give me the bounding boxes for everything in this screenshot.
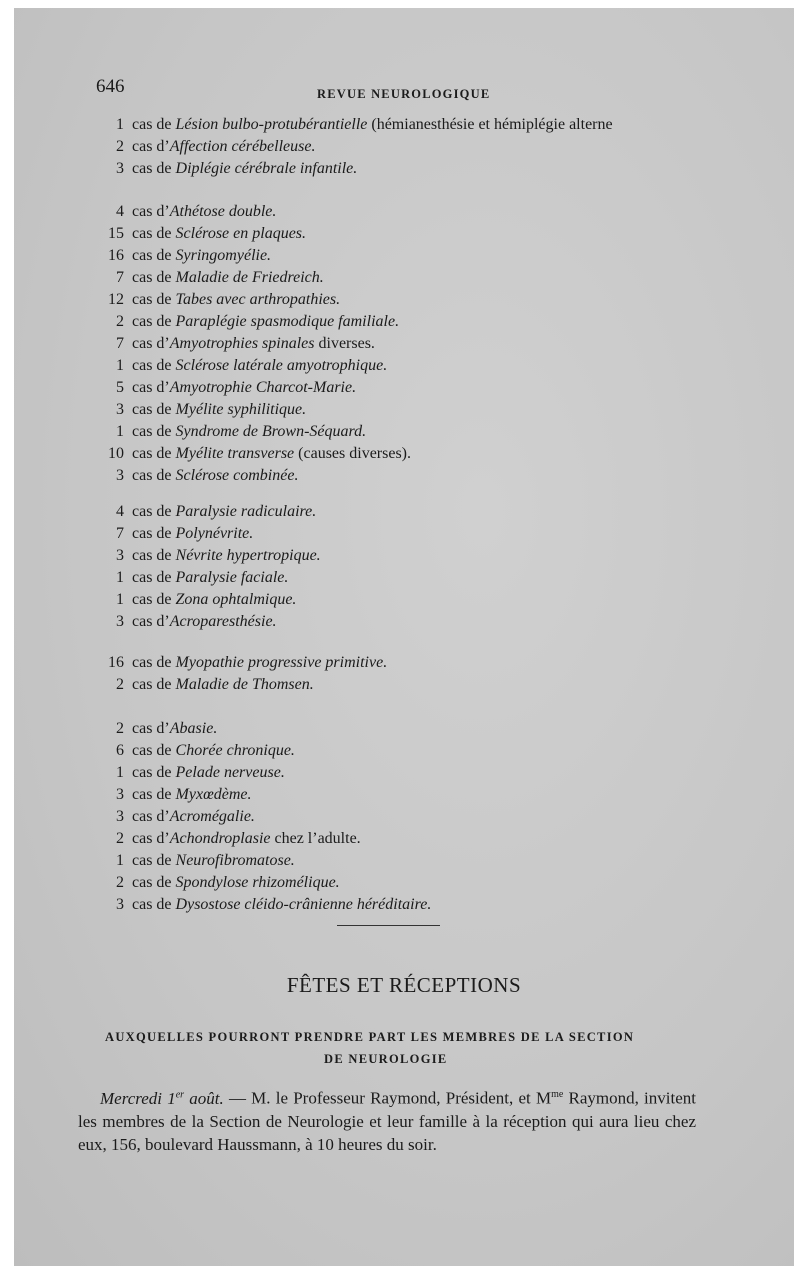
case-entry: [106, 335, 375, 353]
case-count: 10: [108, 445, 124, 462]
case-entry: [106, 896, 431, 914]
case-prefix: cas de: [132, 313, 176, 330]
diagnosis-name: Amyotrophie Charcot-Marie.: [169, 379, 357, 396]
case-entry: [106, 786, 252, 804]
diagnosis-name: Acromégalie.: [169, 808, 255, 825]
case-entry: [106, 547, 321, 565]
diagnosis-name: Névrite hypertropique.: [175, 547, 321, 564]
diagnosis-name: Achondroplasie: [169, 830, 271, 847]
diagnosis-name: Pelade nerveuse.: [175, 764, 285, 781]
case-prefix: cas de: [132, 247, 176, 264]
case-entry: [106, 654, 387, 672]
case-count: 3: [116, 467, 124, 484]
case-entry: [106, 269, 324, 287]
case-count: 16: [108, 247, 124, 264]
running-title: REVUE NEUROLOGIQUE: [317, 87, 491, 101]
case-entry: [106, 401, 306, 419]
case-prefix: cas d’: [132, 830, 170, 847]
date-label: Mercredi 1er août.: [100, 1088, 224, 1108]
case-count: 15: [108, 225, 124, 242]
diagnosis-name: Paralysie radiculaire.: [175, 503, 317, 520]
case-prefix: cas de: [132, 445, 176, 462]
case-entry: [106, 613, 277, 631]
case-entry: [106, 467, 298, 485]
case-prefix: cas d’: [132, 613, 170, 630]
case-prefix: cas de: [132, 116, 176, 133]
case-count: 1: [116, 116, 124, 133]
case-count: 2: [116, 676, 124, 693]
case-count: 2: [116, 720, 124, 737]
case-entry: [106, 764, 285, 782]
case-suffix: diverses.: [314, 335, 375, 352]
case-prefix: cas de: [132, 874, 176, 891]
case-count: 3: [116, 613, 124, 630]
section-subtitle-line2: DE NEUROLOGIE: [324, 1052, 448, 1066]
diagnosis-name: Maladie de Friedreich.: [175, 269, 324, 286]
case-prefix: cas de: [132, 423, 176, 440]
case-prefix: cas d’: [132, 808, 170, 825]
case-count: 3: [116, 808, 124, 825]
case-entry: [106, 591, 296, 609]
case-prefix: cas de: [132, 569, 176, 586]
diagnosis-name: Sclérose latérale amyotrophique.: [175, 357, 388, 374]
diagnosis-name: Myélite transverse: [175, 445, 295, 462]
diagnosis-name: Athétose double.: [169, 203, 277, 220]
case-count: 5: [116, 379, 124, 396]
section-subtitle-line1: AUXQUELLES POURRONT PRENDRE PART LES MEMBRES DE LA SECTION: [105, 1030, 635, 1044]
case-count: 2: [116, 874, 124, 891]
case-entry: [106, 247, 271, 265]
case-count: 1: [116, 357, 124, 374]
diagnosis-name: Maladie de Thomsen.: [175, 676, 314, 693]
case-count: 2: [116, 830, 124, 847]
case-entry: [106, 830, 361, 848]
case-prefix: cas de: [132, 547, 176, 564]
diagnosis-name: Sclérose combinée.: [175, 467, 299, 484]
case-prefix: cas de: [132, 654, 176, 671]
case-count: 4: [116, 203, 124, 220]
case-prefix: cas d’: [132, 335, 170, 352]
diagnosis-name: Spondylose rhizomélique.: [175, 874, 340, 891]
case-prefix: cas de: [132, 676, 176, 693]
diagnosis-name: Dysostose cléido-crânienne héréditaire.: [175, 896, 432, 913]
diagnosis-name: Paralysie faciale.: [175, 569, 289, 586]
diagnosis-name: Polynévrite.: [175, 525, 254, 542]
diagnosis-name: Lésion bulbo-protubérantielle: [175, 116, 368, 133]
case-suffix: chez l’adulte.: [270, 830, 361, 847]
case-prefix: cas de: [132, 525, 176, 542]
case-count: 4: [116, 503, 124, 520]
case-count: 2: [116, 313, 124, 330]
case-count: 3: [116, 401, 124, 418]
page-number: 646: [96, 76, 125, 97]
case-count: 6: [116, 742, 124, 759]
diagnosis-name: Syndrome de Brown-Séquard.: [175, 423, 367, 440]
case-prefix: cas d’: [132, 203, 170, 220]
case-count: 1: [116, 591, 124, 608]
case-entry: [106, 160, 357, 178]
case-prefix: cas de: [132, 291, 176, 308]
diagnosis-name: Affection cérébelleuse.: [169, 138, 316, 155]
case-entry: [106, 569, 288, 587]
case-entry: [106, 379, 356, 397]
case-prefix: cas de: [132, 764, 176, 781]
case-entry: [106, 116, 613, 134]
case-entry: [106, 874, 340, 892]
case-prefix: cas de: [132, 401, 176, 418]
case-count: 16: [108, 654, 124, 671]
case-count: 3: [116, 896, 124, 913]
diagnosis-name: Chorée chronique.: [175, 742, 295, 759]
case-prefix: cas de: [132, 225, 176, 242]
case-prefix: cas de: [132, 160, 176, 177]
case-entry: [106, 423, 366, 441]
case-entry: [106, 525, 253, 543]
case-count: 7: [116, 525, 124, 542]
case-prefix: cas d’: [132, 379, 170, 396]
case-count: 1: [116, 764, 124, 781]
case-entry: [106, 808, 255, 826]
case-entry: [106, 138, 315, 156]
case-count: 3: [116, 786, 124, 803]
case-entry: [106, 225, 306, 243]
case-prefix: cas de: [132, 786, 176, 803]
section-title: FÊTES ET RÉCEPTIONS: [286, 973, 522, 997]
case-count: 1: [116, 852, 124, 869]
diagnosis-name: Neurofibromatose.: [175, 852, 295, 869]
case-count: 7: [116, 269, 124, 286]
case-prefix: cas de: [132, 357, 176, 374]
diagnosis-name: Abasie.: [169, 720, 218, 737]
case-suffix: (causes diverses).: [294, 445, 411, 462]
case-entry: [106, 742, 295, 760]
diagnosis-name: Diplégie cérébrale infantile.: [175, 160, 358, 177]
case-entry: [106, 503, 316, 521]
diagnosis-name: Myopathie progressive primitive.: [175, 654, 388, 671]
case-entry: [106, 313, 399, 331]
case-count: 12: [108, 291, 124, 308]
case-prefix: cas de: [132, 269, 176, 286]
case-count: 1: [116, 423, 124, 440]
case-count: 1: [116, 569, 124, 586]
case-prefix: cas d’: [132, 720, 170, 737]
divider-rule: [337, 925, 440, 926]
case-count: 3: [116, 160, 124, 177]
case-prefix: cas de: [132, 503, 176, 520]
case-entry: [106, 720, 217, 738]
case-prefix: cas d’: [132, 138, 170, 155]
case-entry: [106, 445, 411, 463]
case-count: 2: [116, 138, 124, 155]
case-entry: [106, 203, 276, 221]
case-prefix: cas de: [132, 742, 176, 759]
case-suffix: (hémianesthésie et hémiplégie alterne: [367, 116, 613, 133]
diagnosis-name: Tabes avec arthropathies.: [175, 291, 341, 308]
case-prefix: cas de: [132, 591, 176, 608]
diagnosis-name: Zona ophtalmique.: [175, 591, 297, 608]
diagnosis-name: Paraplégie spasmodique familiale.: [175, 313, 400, 330]
case-prefix: cas de: [132, 852, 176, 869]
case-entry: [106, 291, 340, 309]
diagnosis-name: Acroparesthésie.: [169, 613, 277, 630]
case-entry: [106, 676, 314, 694]
case-entry: [106, 852, 295, 870]
diagnosis-name: Sclérose en plaques.: [175, 225, 307, 242]
diagnosis-name: Myélite syphilitique.: [175, 401, 307, 418]
case-entry: [106, 357, 387, 375]
case-prefix: cas de: [132, 896, 176, 913]
case-count: 3: [116, 547, 124, 564]
diagnosis-name: Myxœdème.: [175, 786, 252, 803]
scanned-page: [14, 8, 794, 1266]
case-prefix: cas de: [132, 467, 176, 484]
reception-paragraph: Mercredi 1er août. — M. le Professeur Raymond, Président, et $M^{me}$ Raymond, invitent les membres de la Section de Neurologie et leur famille à la réception qui aura lieu chez eux, 156, boulevard Haussmann, à 10 heures du soir.: [78, 1088, 696, 1154]
diagnosis-name: Amyotrophies spinales: [169, 335, 315, 352]
diagnosis-name: Syringomyélie.: [175, 247, 272, 264]
case-count: 7: [116, 335, 124, 352]
